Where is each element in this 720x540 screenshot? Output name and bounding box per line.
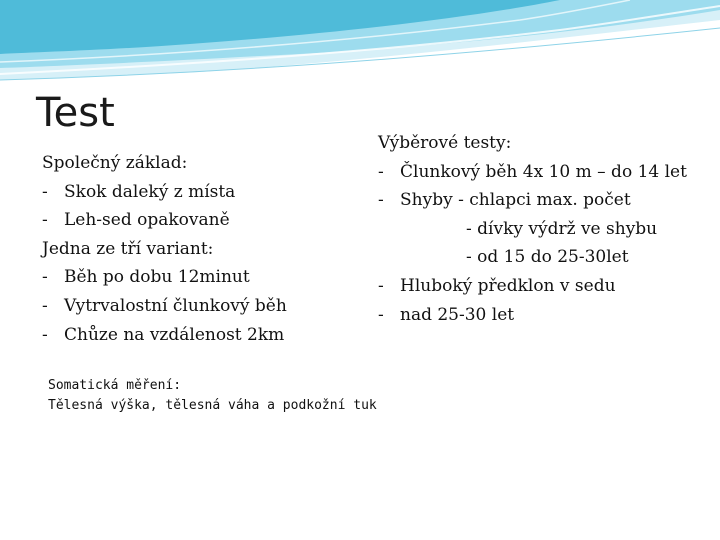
- left-column: [42, 149, 362, 349]
- list-item: - Leh-sed opakovaně: [42, 210, 230, 231]
- variant-heading: Jedna ze tří variant:: [42, 238, 214, 259]
- common-basis-heading: Společný základ:: [42, 153, 188, 173]
- list-item: - nad 25-30 let: [378, 304, 515, 325]
- slide-title: Test: [36, 90, 115, 136]
- list-item: - Člunkový běh 4x 10 m – do 14 let: [378, 161, 687, 182]
- somatic-heading: Somatická měření:: [48, 378, 182, 393]
- list-item: - Hluboký předklon v sedu: [378, 275, 616, 296]
- somatic-detail: Tělesná výška, tělesná váha a podkožní tuk: [48, 398, 377, 413]
- list-subitem: - dívky výdrž ve shybu: [466, 218, 658, 239]
- decorative-wave-header: [0, 0, 720, 90]
- list-item: - Shyby - chlapci max. počet: [378, 190, 631, 211]
- list-subitem: - od 15 do 25-30let: [466, 247, 629, 268]
- list-item: - Běh po dobu 12minut: [42, 267, 250, 288]
- selective-tests-heading: Výběrové testy:: [378, 133, 512, 153]
- list-item: - Skok daleký z místa: [42, 181, 236, 202]
- right-column: [378, 129, 708, 329]
- list-item: - Vytrvalostní člunkový běh: [42, 295, 287, 316]
- list-item: - Chůze na vzdálenost 2km: [42, 324, 285, 345]
- somatic-measurements-note: [48, 376, 377, 416]
